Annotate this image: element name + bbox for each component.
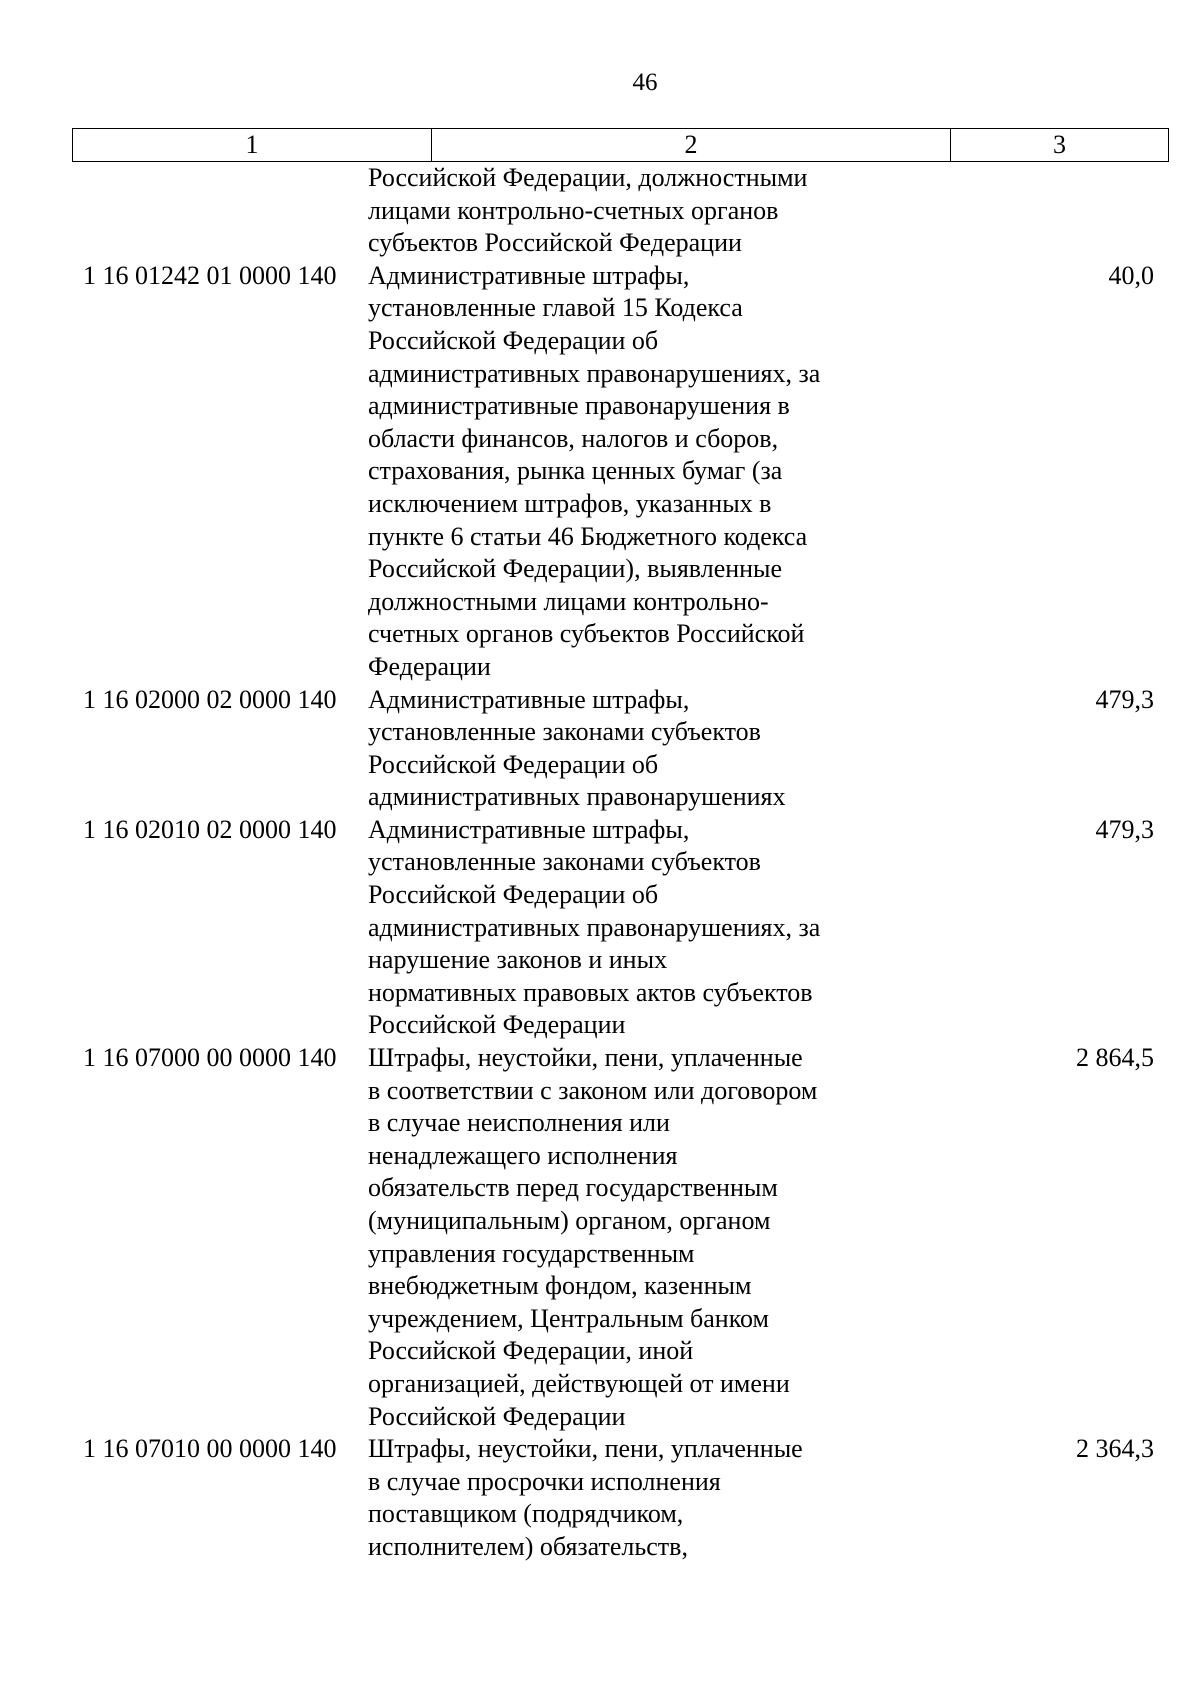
description-line: Административные штрафы, xyxy=(368,260,690,290)
description-line: Российской Федерации), выявленные xyxy=(368,554,783,584)
description-line: Штрафы, неустойки, пени, уплаченные xyxy=(368,1043,803,1073)
column-header-row xyxy=(73,129,1169,162)
description-line: страхования, рынка ценных бумаг (за xyxy=(368,456,783,486)
income-description xyxy=(360,1042,865,1433)
income-description xyxy=(360,260,865,684)
description-line: Российской Федерации, иной xyxy=(368,1336,694,1366)
description-line: Российской Федерации об xyxy=(368,880,659,910)
table-row xyxy=(0,162,1200,260)
description-line: исключением штрафов, указанных в xyxy=(368,488,772,518)
description-line: управления государственным xyxy=(368,1238,695,1268)
description-line: Административные штрафы, xyxy=(368,684,690,714)
description-line: должностными лицами контрольно- xyxy=(368,586,769,616)
description-line: пункте 6 статьи 46 Бюджетного кодекса xyxy=(368,521,808,551)
description-line: Российской Федерации об xyxy=(368,749,659,779)
table-row xyxy=(0,1042,1200,1433)
description-line: поставщиком (подрядчиком, xyxy=(368,1499,684,1529)
income-description xyxy=(360,684,865,814)
description-line: обязательств перед государственным xyxy=(368,1173,778,1203)
description-line: области финансов, налогов и сборов, xyxy=(368,423,779,453)
amount-value: 2 864,5 xyxy=(1076,1043,1154,1073)
description-line: лицами контрольно-счетных органов xyxy=(368,195,779,225)
description-line: организацией, действующей от имени xyxy=(368,1368,790,1398)
budget-code: 1 16 02000 02 0000 140 xyxy=(83,684,337,714)
income-description xyxy=(360,162,865,260)
description-line: субъектов Российской Федерации xyxy=(368,228,742,258)
budget-code xyxy=(0,162,360,260)
column-header-2: 2 xyxy=(432,129,951,162)
budget-code: 1 16 02010 02 0000 140 xyxy=(83,814,337,844)
description-line: внебюджетным фондом, казенным xyxy=(368,1271,752,1301)
table-row xyxy=(0,684,1200,814)
description-line: установленные законами субъектов xyxy=(368,717,761,747)
description-line: Российской Федерации об xyxy=(368,325,659,355)
description-line: установленные законами субъектов xyxy=(368,847,761,877)
table-row xyxy=(0,260,1200,684)
description-line: Федерации xyxy=(368,651,491,681)
budget-code: 1 16 07010 00 0000 140 xyxy=(83,1434,337,1464)
description-line: нормативных правовых актов субъектов xyxy=(368,977,813,1007)
income-description xyxy=(360,814,865,1042)
column-header-3: 3 xyxy=(951,129,1169,162)
description-line: (муниципальным) органом, органом xyxy=(368,1206,771,1235)
description-line: административных правонарушениях, за xyxy=(368,912,821,942)
description-line: Российской Федерации, должностными xyxy=(368,163,808,192)
amount-value: 479,3 xyxy=(1095,684,1154,714)
budget-code: 1 16 07000 00 0000 140 xyxy=(83,1043,337,1073)
description-line: административных правонарушениях xyxy=(368,782,786,812)
description-line: учреждением, Центральным банком xyxy=(368,1303,769,1333)
amount-value: 479,3 xyxy=(1095,814,1154,844)
description-line: Российской Федерации xyxy=(368,1401,626,1431)
column-header-table xyxy=(72,128,1169,162)
amount-value: 40,0 xyxy=(1108,260,1154,290)
description-line: Административные штрафы, xyxy=(368,814,690,844)
description-line: исполнителем) обязательств, xyxy=(368,1531,688,1561)
page-number: 46 xyxy=(632,69,658,96)
description-line: ненадлежащего исполнения xyxy=(368,1140,678,1170)
table-row xyxy=(0,1433,1200,1563)
description-line: в случае просрочки исполнения xyxy=(368,1466,721,1496)
column-header-1: 1 xyxy=(73,129,432,162)
description-line: административные правонарушения в xyxy=(368,391,790,421)
amount-value xyxy=(865,162,1154,260)
table-row xyxy=(0,814,1200,1042)
description-line: в случае неисполнения или xyxy=(368,1108,670,1138)
description-line: административных правонарушениях, за xyxy=(368,358,821,388)
description-line: в соответствии с законом или договором xyxy=(368,1075,818,1105)
budget-code: 1 16 01242 01 0000 140 xyxy=(83,260,337,290)
description-line: Штрафы, неустойки, пени, уплаченные xyxy=(368,1434,803,1464)
description-line: нарушение законов и иных xyxy=(368,945,668,975)
income-description xyxy=(360,1433,865,1563)
description-line: счетных органов субъектов Российской xyxy=(368,619,805,649)
description-line: Российской Федерации xyxy=(368,1010,626,1040)
amount-value: 2 364,3 xyxy=(1076,1434,1154,1464)
description-line: установленные главой 15 Кодекса xyxy=(368,293,743,323)
table-body xyxy=(0,162,1200,1564)
